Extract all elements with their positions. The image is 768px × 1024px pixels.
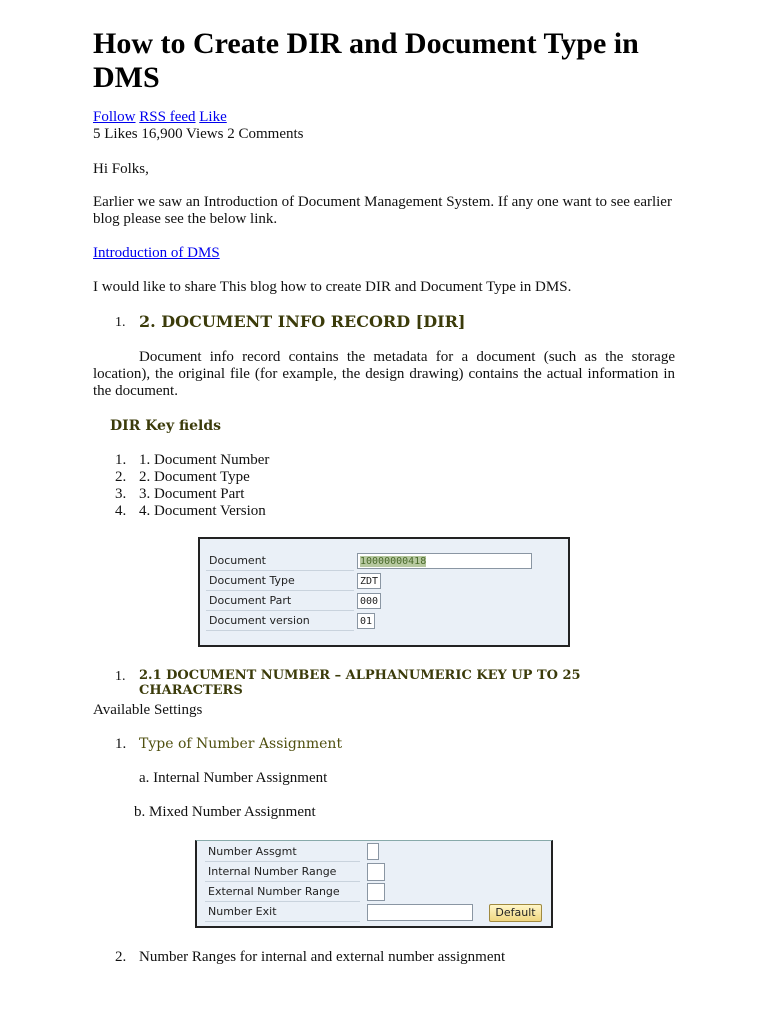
document-version-field: 01 [357,613,375,629]
document-version-label: Document version [206,612,354,631]
dir-key-fields-screenshot [198,537,570,647]
default-button: Default [489,904,542,922]
introduction-of-dms-link[interactable]: Introduction of DMS [93,245,220,261]
intro-paragraph: Earlier we saw an Introduction of Document Management System. If any one want to see earlier blog please see the below link. [93,194,672,227]
list-item: 2. Document Type [139,469,250,485]
external-range-checkbox [367,883,385,901]
internal-number-range-label: Internal Number Range [205,862,360,882]
follow-link[interactable]: Follow [93,109,136,125]
external-number-range-label: External Number Range [205,882,360,902]
key-fields-heading: DIR Key fields [110,418,222,434]
share-paragraph: I would like to share This blog how to create DIR and Document Type in DMS. [93,279,572,295]
document-number-field: 10000000418 [357,553,532,569]
number-assgmt-label: Number Assgmt [205,842,360,862]
list-item: 1. Document Number [139,452,270,468]
post-stats: 5 Likes 16,900 Views 2 Comments [93,126,304,142]
section2-marker: 1. [115,669,126,684]
option-mixed: b. Mixed Number Assignment [134,804,316,820]
section1-heading: 2. DOCUMENT INFO RECORD [DIR] [139,312,466,331]
number-exit-field [367,904,473,921]
section1-marker: 1. [115,315,126,330]
number-assgmt-field [367,843,379,860]
greeting: Hi Folks, [93,161,149,177]
list-item-marker: 2. [115,949,127,965]
intro-link-paragraph [93,245,675,262]
document-part-field: 000 [357,593,381,609]
list-item-marker: 1. [115,736,127,752]
option-internal: a. Internal Number Assignment [139,770,328,786]
list-item-marker: 4. [115,503,127,519]
number-ranges-item: Number Ranges for internal and external number assignment [139,949,506,965]
available-settings: Available Settings [93,702,203,718]
internal-range-checkbox [367,863,385,881]
number-assignment-screenshot [195,840,553,928]
document-type-label: Document Type [206,572,354,591]
like-link[interactable]: Like [199,109,227,125]
document-label: Document [206,552,354,571]
list-item: 3. Document Part [139,486,245,502]
document-type-field: ZDT [357,573,381,589]
section2-heading: 2.1 DOCUMENT NUMBER – ALPHANUMERIC KEY UP TO 25 CHARACTERS [139,668,581,698]
action-links [93,109,675,126]
number-exit-label: Number Exit [205,902,360,922]
page-title: How to Create DIR and Document Type in DMS [93,27,639,94]
document-part-label: Document Part [206,592,354,611]
rss-feed-link[interactable]: RSS feed [139,109,196,125]
dir-description: Document info record contains the metadata for a document (such as the storage location), the original file (for example, the design drawing) contains the actual information in the document. [93,349,675,399]
number-assignment-heading: Type of Number Assignment [139,736,343,752]
list-item: 4. Document Version [139,503,266,519]
list-item-marker: 1. [115,452,127,468]
list-item-marker: 3. [115,486,127,502]
list-item-marker: 2. [115,469,127,485]
